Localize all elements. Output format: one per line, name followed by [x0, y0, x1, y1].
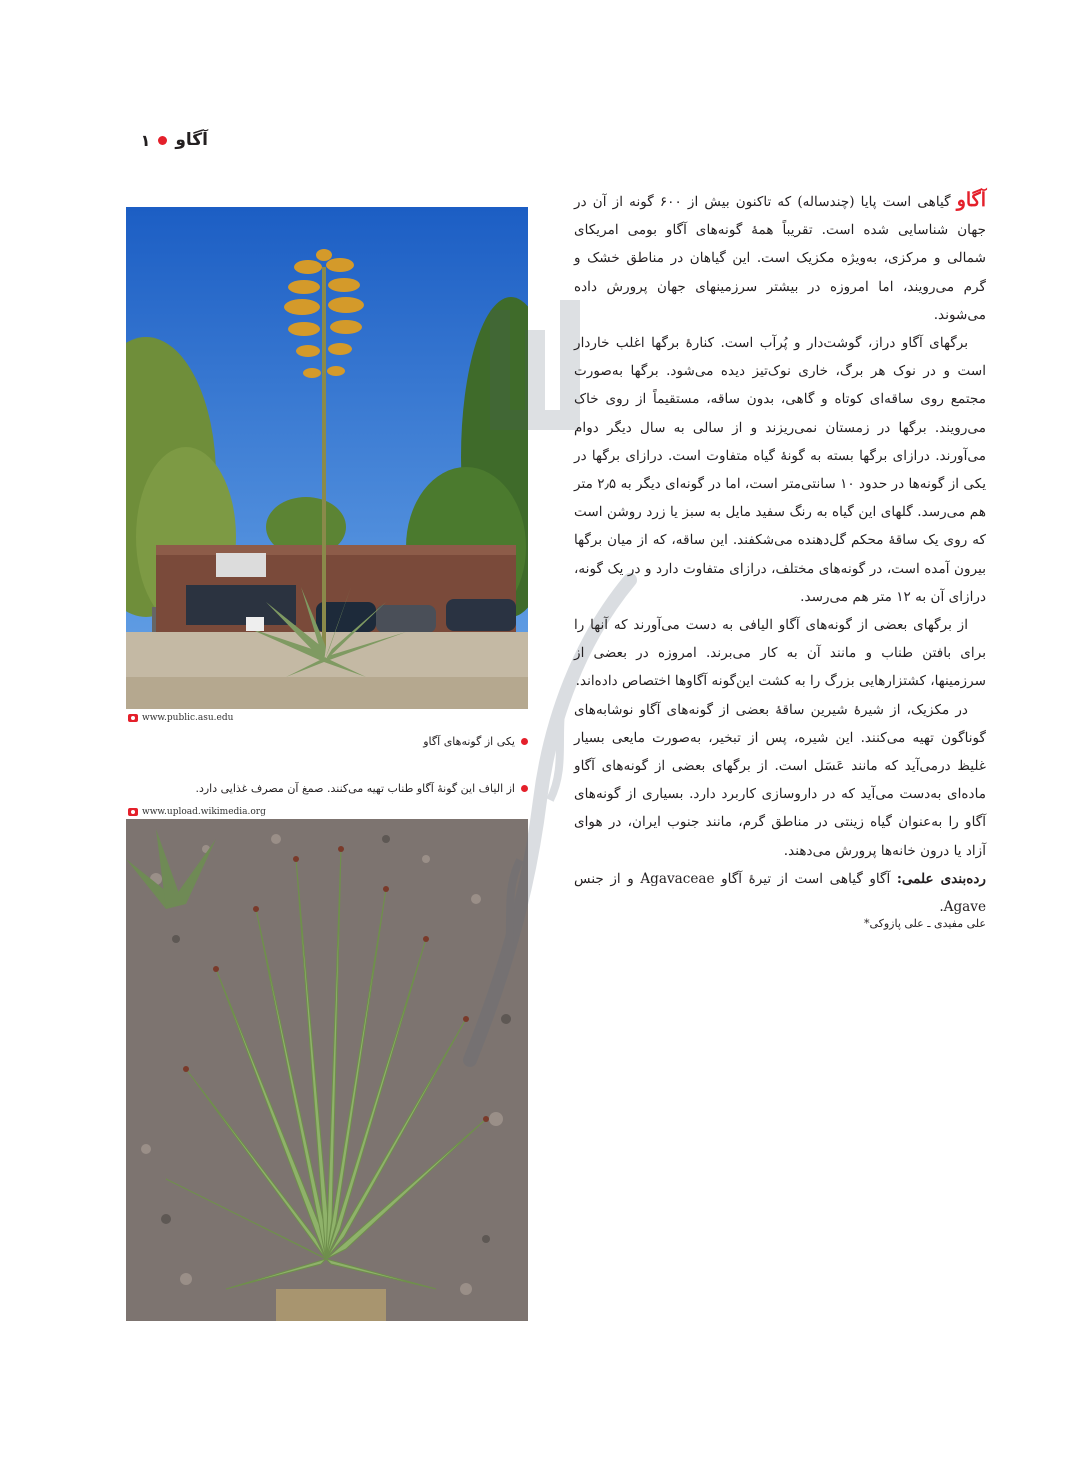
photo2-source: [128, 807, 266, 817]
author-row: [574, 917, 986, 931]
photo1-caption-text: یکی از گونه‌های آگاو: [423, 735, 515, 748]
page-number: ۱: [140, 130, 151, 150]
paragraph-leaves: برگهای آگاو دراز، گوشت‌دار و پُرآب است. کنارهٔ برگها اغلب خاردار است و در نوک هر برگ، خاری نوک‌تیز دیده می‌شود. برگها به‌صورت مجتمع روی ساقه‌ای کوتاه و گاهی، بدون ساقه، مستقیماً از روی خاک می‌رویند. برگها در زمستان نمی‌ریزند و از سالی به سال دیگر دوام می‌آورند. درازای برگها بسته به گونهٔ گیاه متفاوت است. درازای برگها در یکی از گونه‌ها در حدود ۱۰ سانتی‌متر است، اما در گونه‌ای دیگر به ۲٫۵ متر هم می‌رسد. گلهای این گیاه به رنگ سفید مایل به سبز یا زرد روشن است که روی یک ساقهٔ محکم گل‌دهنده می‌شکفند. این ساقه، که از میان برگها بیرون آمده است، در گونه‌های مختلف، درازای متفاوت دارد و در یک گونه، درازای آن به ۱۲ متر هم می‌رسد.: [574, 335, 986, 605]
classification-label: رده‌بندی علمی:: [896, 870, 986, 887]
photo2-source-text[interactable]: www.upload.wikimedia.org: [142, 807, 266, 817]
author-credit: علی مفیدی ـ علی پازوکی*: [863, 917, 986, 931]
photo1-source-text[interactable]: www.public.asu.edu: [142, 713, 234, 723]
intro-text: گیاهی است پایا (چندساله) که تاکنون بیش از ۶۰۰ گونه از آن در جهان شناسایی شده است. تقریباً همهٔ گونه‌های آگاو بومی امریکای شمالی و مرکزی، به‌ویژه مکزیک است. این گیاهان در مناطق خشک و گرم می‌رویند، اما امروزه در بیشتر سرزمینهای جهان پرورش داده می‌شوند.: [574, 194, 986, 323]
header-title: آگاو: [175, 130, 208, 150]
paragraph-fibers: از برگهای بعضی از گونه‌های آگاو الیافی به دست می‌آورند که آنها را برای بافتن طناب و مانند آن به کار می‌برند. امروزه در بعضی از سرزمینها، کشتزارهایی بزرگ را به کشت این‌گونه آگاوها اختصاص داده‌اند.: [574, 617, 986, 690]
header-dot-icon: [158, 136, 167, 145]
paragraph-uses: در مکزیک، از شیرهٔ شیرین ساقهٔ بعضی از گونه‌های آگاو نوشابه‌های گوناگون تهیه می‌کنند. این شیره، پس از تبخیر، به‌صورت مایعی بسیار غلیظ درمی‌آید که مانند عَسَل است. از برگهای بعضی از گونه‌های آگاو ماده‌ای به‌دست می‌آید که در داروسازی کاربرد دارد. بسیاری از گونه‌های آگاو را به‌عنوان گیاه زینتی در مناطق گرم، مانند جنوب ایران، در هوای آزاد یا درون خانه‌ها پرورش می‌دهند.: [574, 701, 986, 859]
article-body: [574, 186, 986, 931]
camera-icon: [128, 714, 138, 722]
paragraph-intro: [574, 186, 986, 329]
photo2-caption-text: از الیاف این گونهٔ آگاو طناب تهیه می‌کنند. صمغ آن مصرف غذایی دارد.: [195, 782, 515, 795]
photo1-source: [128, 713, 233, 723]
paragraph-classification: [574, 865, 986, 921]
camera-icon: [128, 808, 138, 816]
lead-word: آگاو: [956, 189, 986, 211]
running-header: [108, 126, 208, 154]
classification-text: آگاو گیاهی است از تیرهٔ آگاو Agavaceae و از جنس Agave.: [574, 870, 986, 916]
